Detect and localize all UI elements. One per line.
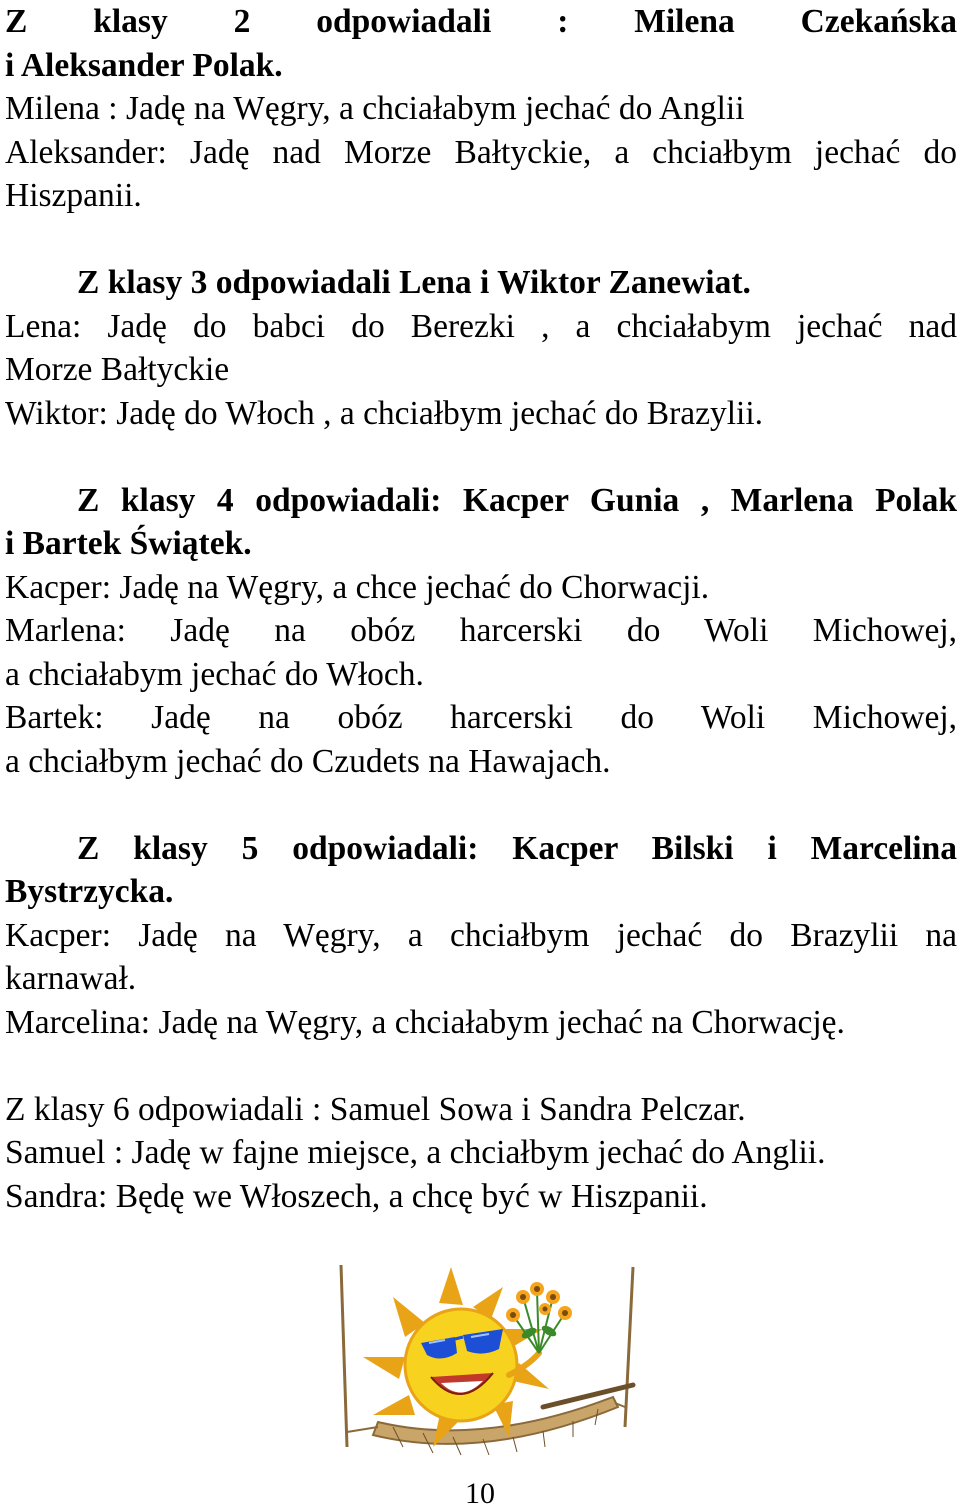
class5-heading: Z klasy 5 odpowiadali: Kacper Bilski i Marcelina — [77, 829, 957, 867]
sun-face — [405, 1309, 517, 1421]
class4-answer-marlena: Marlena: Jadę na obóz harcerski do Woli Michowej, — [5, 612, 957, 649]
class5-answer-marcelina: Marcelina: Jadę na Węgry, a chciałabym jechać na Chorwację. — [5, 1003, 845, 1041]
class5-heading-cont: Bystrzycka. — [5, 873, 174, 910]
page-number: 10 — [465, 1477, 495, 1510]
class6-heading: Z klasy 6 odpowiadali : Samuel Sowa i Sandra Pelczar. — [5, 1090, 746, 1128]
class5-answer-kacper-cont: karnawał. — [5, 960, 137, 997]
class5-answer-kacper: Kacper: Jadę na Węgry, a chciałbym jechać do Brazylii na — [5, 916, 957, 954]
class4-answer-kacper: Kacper: Jadę na Węgry, a chce jechać do Chorwacji. — [5, 568, 710, 606]
class3-answer-lena-cont: Morze Bałtyckie — [5, 351, 230, 388]
sun-in-hammock-icon — [333, 1257, 639, 1471]
class4-heading: Z klasy 4 odpowiadali: Kacper Gunia , Marlena Polak — [77, 481, 957, 519]
flowers-bouquet-icon — [506, 1282, 572, 1322]
hammock-post-left — [341, 1265, 347, 1447]
document-page — [5, 0, 957, 1218]
class4-answer-marlena-cont: a chciałabym jechać do Włoch. — [5, 655, 424, 693]
class2-answer-aleksander-cont: Hiszpanii. — [5, 177, 142, 214]
class3-answer-lena: Lena: Jadę do babci do Berezki , a chciałabym jechać nad — [5, 307, 957, 345]
class2-heading — [5, 0, 957, 44]
class4-answer-bartek-cont: a chciałbym jechać do Czudets na Hawajach. — [5, 742, 611, 780]
class6-answer-samuel: Samuel : Jadę w fajne miejsce, a chciałbym jechać do Anglii. — [5, 1134, 826, 1171]
class2-heading-line2: i Aleksander Polak. — [5, 46, 283, 84]
class6-answer-sandra: Sandra: Będę we Włoszech, a chcę być w Hiszpanii. — [5, 1177, 708, 1215]
class3-answer-wiktor: Wiktor: Jadę do Włoch , a chciałbym jechać do Brazylii. — [5, 394, 764, 432]
class2-answer-milena: Milena : Jadę na Węgry, a chciałabym jechać do Anglii — [5, 90, 745, 127]
class2-heading-cont — [5, 44, 957, 88]
class2-heading-line1: Z klasy 2 odpowiadali : Milena Czekańska — [5, 3, 957, 40]
class3-heading: Z klasy 3 odpowiadali Lena i Wiktor Zanewiat. — [77, 264, 751, 301]
class4-heading-cont: i Bartek Świątek. — [5, 525, 252, 562]
class4-answer-bartek: Bartek: Jadę na obóz harcerski do Woli Michowej, — [5, 699, 957, 736]
hammock-post-right — [625, 1267, 633, 1427]
class2-answer-aleksander: Aleksander: Jadę nad Morze Bałtyckie, a chciałbym jechać do — [5, 133, 957, 171]
